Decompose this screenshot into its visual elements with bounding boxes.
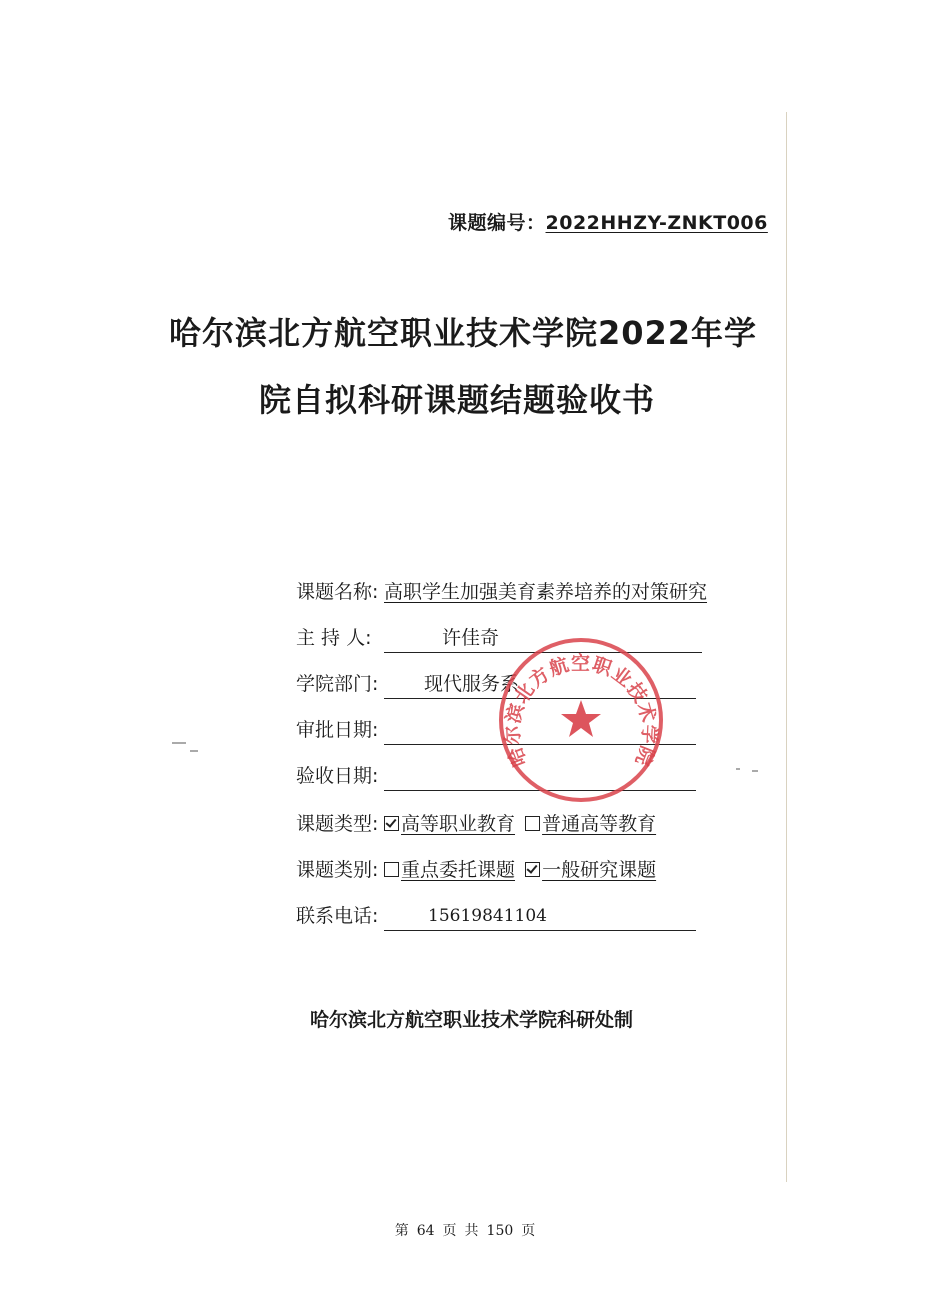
type-option-general [525, 813, 656, 835]
phone-field [384, 902, 696, 931]
document-title-line-2: 院自拟科研课题结题验收书 [258, 381, 655, 419]
phone-value: 15619841104 [428, 906, 547, 926]
category-option-key [384, 859, 515, 881]
scan-speck [190, 750, 198, 752]
page-number [0, 1220, 930, 1240]
seal-star-icon [561, 700, 601, 737]
project-category-options [384, 856, 656, 884]
page-suffix: 页 [521, 1223, 536, 1239]
department-label: 学院部门: [296, 673, 379, 695]
project-type-label: 课题类型: [296, 813, 379, 835]
type-option-vocational-label: 高等职业教育 [401, 813, 516, 835]
form-row-approval-date [296, 716, 384, 744]
official-seal [497, 634, 665, 806]
category-option-general-label: 一般研究课题 [542, 859, 657, 881]
type-option-vocational [384, 813, 515, 835]
category-option-key-label: 重点委托课题 [401, 859, 516, 881]
form-row-department [296, 670, 520, 698]
approval-date-label: 审批日期: [296, 719, 379, 741]
type-option-general-label: 普通高等教育 [542, 813, 657, 835]
page-total: 150 [486, 1223, 514, 1239]
document-title-line-1: 哈尔滨北方航空职业技术学院2022年学 [168, 314, 758, 352]
page-current: 64 [416, 1223, 435, 1239]
scan-speck [736, 768, 740, 770]
form-row-project-category [296, 856, 657, 884]
project-number-value: 2022HHZY-ZNKT006 [545, 212, 768, 234]
scan-speck [172, 742, 186, 744]
project-name-value: 高职学生加强美育素养培养的对策研究 [384, 581, 708, 603]
unchecked-box-icon [384, 862, 399, 877]
form-row-project-type [296, 810, 657, 838]
page-mid-2: 共 [464, 1223, 479, 1239]
project-number [448, 208, 768, 235]
seal-text: 哈尔滨北方航空职业技术学院 [501, 652, 661, 770]
acceptance-date-label: 验收日期: [296, 765, 379, 787]
department-value: 现代服务系 [424, 673, 520, 695]
page-prefix: 第 [394, 1223, 409, 1239]
project-type-options [384, 810, 656, 838]
page-mid-1: 页 [442, 1223, 457, 1239]
issuing-organization: 哈尔滨北方航空职业技术学院科研处制 [310, 1009, 634, 1031]
checked-box-icon [384, 816, 399, 831]
project-category-label: 课题类别: [296, 859, 379, 881]
project-name-label: 课题名称: [296, 581, 379, 603]
page-edge-line [786, 112, 787, 1182]
checked-box-icon [525, 862, 540, 877]
form-row-acceptance-date [296, 762, 384, 790]
unchecked-box-icon [525, 816, 540, 831]
phone-label: 联系电话: [296, 905, 379, 927]
category-option-general [525, 859, 656, 881]
form-row-phone [296, 902, 547, 930]
form-row-host [296, 624, 500, 652]
project-number-label: 课题编号： [448, 212, 546, 234]
host-value: 许佳奇 [442, 627, 500, 649]
scan-speck [752, 770, 758, 772]
form-row-project-name [296, 578, 708, 606]
host-label: 主 持 人: [296, 627, 372, 649]
